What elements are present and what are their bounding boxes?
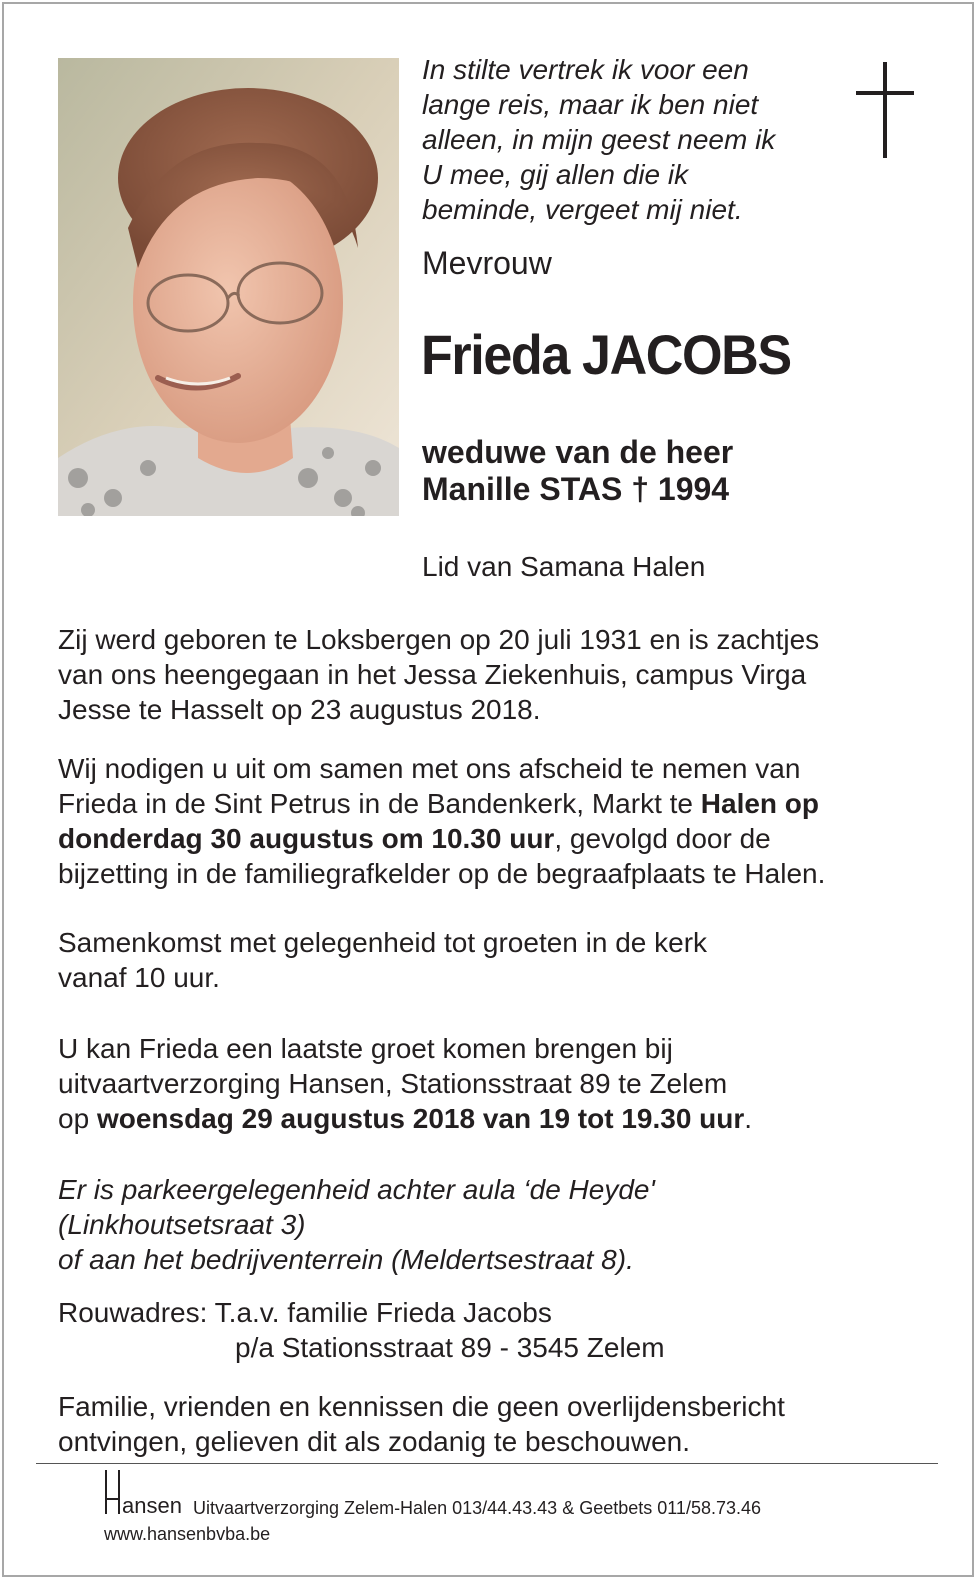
address-line: Rouwadres: T.a.v. familie Frieda Jacobs [58, 1297, 552, 1328]
membership: Lid van Samana Halen [422, 551, 706, 582]
visit-line [58, 1101, 938, 1136]
parking-line: of aan het bedrijventerrein (Meldertsestraat 8). [58, 1244, 634, 1275]
birth-line: van ons heengegaan in het Jessa Ziekenhuis, campus Virga [58, 659, 807, 690]
closing-paragraph [58, 1389, 938, 1459]
visit-datetime: woensdag 29 augustus 2018 van 19 tot 19.30 uur [96, 1103, 745, 1134]
poem-line: In stilte vertrek ik voor een [422, 54, 749, 85]
poem-line: alleen, in mijn geest neem ik [422, 124, 776, 155]
ceremony-line: bijzetting in de familiegrafkelder op de begraafplaats te Halen. [58, 858, 826, 889]
ceremony-line: Wij nodigen u uit om samen met ons afscheid te nemen van [58, 753, 801, 784]
poem-line: lange reis, maar ik ben niet [422, 89, 759, 120]
footer-divider [36, 1463, 938, 1464]
ceremony-location: Halen op [700, 788, 820, 819]
visit-text: . [744, 1103, 753, 1134]
ceremony-line [58, 821, 938, 856]
parking-line: (Linkhoutsetsraat 3) [58, 1209, 306, 1240]
widow-line: weduwe van de heer [422, 434, 734, 470]
visit-line: uitvaartverzorging Hansen, Stationsstraat 89 te Zelem [58, 1068, 728, 1099]
poem-line: beminde, vergeet mij niet. [422, 194, 743, 225]
ceremony-text: Frieda in de Sint Petrus in de Bandenkerk, Markt te [58, 788, 701, 819]
birth-paragraph [58, 622, 938, 727]
portrait-photo [58, 58, 399, 516]
poem [422, 52, 842, 227]
footer-website: www.hansenbvba.be [104, 1524, 271, 1544]
visit-line: U kan Frieda een laatste groet komen brengen bij [58, 1033, 673, 1064]
poem-line: U mee, gij allen die ik [422, 159, 689, 190]
birth-line: Zij werd geboren te Loksbergen op 20 juli 1931 en is zachtjes [58, 624, 820, 655]
footer-contact: Uitvaartverzorging Zelem-Halen 013/44.43.43 & Geetbets 011/58.73.46 [193, 1498, 762, 1518]
honorific: Mevrouw [422, 245, 552, 281]
closing-line: Familie, vrienden en kennissen die geen overlijdensbericht [58, 1391, 785, 1422]
widow-of [422, 434, 733, 508]
ceremony-line [58, 786, 938, 821]
visit-paragraph [58, 1031, 938, 1136]
address-line [58, 1330, 938, 1365]
closing-line: ontvingen, gelieven dit als zodanig te beschouwen. [58, 1426, 690, 1457]
deceased-name: Frieda JACOBS [421, 323, 791, 386]
address-street: p/a Stationsstraat 89 - 3545 Zelem [235, 1332, 665, 1363]
cross-icon [856, 62, 914, 158]
gathering-paragraph [58, 925, 938, 995]
hansen-brand: ansen [122, 1493, 182, 1518]
parking-paragraph [58, 1172, 938, 1277]
birth-line: Jesse te Hasselt op 23 augustus 2018. [58, 694, 541, 725]
gathering-line: vanaf 10 uur. [58, 962, 220, 993]
widow-line: Manille STAS † 1994 [422, 471, 730, 507]
gathering-line: Samenkomst met gelegenheid tot groeten in de kerk [58, 927, 708, 958]
ceremony-paragraph [58, 751, 938, 891]
address-paragraph [58, 1295, 938, 1365]
parking-line: Er is parkeergelegenheid achter aula ‘de Heyde' [58, 1174, 655, 1205]
visit-text: op [58, 1103, 97, 1134]
ceremony-datetime: donderdag 30 augustus om 10.30 uur [58, 823, 555, 854]
ceremony-text: , gevolgd door de [554, 823, 771, 854]
